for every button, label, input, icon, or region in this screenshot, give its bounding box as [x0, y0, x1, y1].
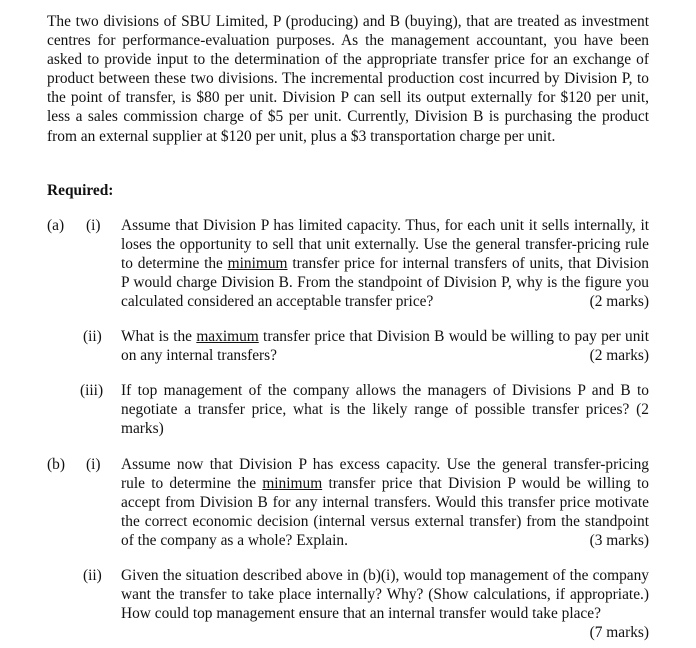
- part-label-a: (a): [47, 217, 65, 234]
- marks-b-ii: (7 marks): [589, 624, 649, 642]
- question-text-b-ii: Given the situation described above in (b)(i), would top management of the company want the transfer to take place internally? Why? (Show calculations, if appropriate.) How could top management ensure that an internal transfer would take place? (7 marks): [121, 567, 649, 642]
- required-heading: Required:: [47, 182, 114, 199]
- sub-label-a-iii: (iii): [80, 382, 104, 399]
- part-label-b: (b): [47, 456, 65, 473]
- sub-label-a-i: (i): [86, 217, 101, 234]
- marks-b-i: (3 marks): [589, 532, 649, 550]
- marks-a-ii: (2 marks): [589, 347, 649, 365]
- sub-label-a-ii: (ii): [83, 328, 102, 345]
- question-text-a-i: Assume that Division P has limited capacity. Thus, for each unit it sells internally, it loses the opportunity to sell that unit externally. Use the general transfer-pricing rule to determine the minimum transfer price for internal transfers of units, that Division P would charge Division B. From the standpoint of Division P, why is the figure you calculated considered an acceptable transfer price? (2 marks): [121, 217, 649, 311]
- emphasis-minimum-b: minimum: [262, 475, 323, 493]
- sub-label-b-i: (i): [86, 456, 101, 473]
- emphasis-minimum: minimum: [227, 255, 288, 273]
- question-text-a-ii: What is the maximum transfer price that Division B would be willing to pay per unit on any internal transfers? (2 marks): [121, 328, 649, 365]
- intro-paragraph: The two divisions of SBU Limited, P (producing) and B (buying), that are treated as investment centres for performance-evaluation purposes. As the management accountant, you have been asked to provide input to the determination of the appropriate transfer price for an exchange of product between these two divisions. The incremental production cost incurred by Division P, to the point of transfer, is $80 per unit. Division P can sell its output externally for $120 per unit, less a sales commission charge of $5 per unit. Currently, Division B is purchasing the product from an external supplier at $120 per unit, plus a $3 transportation charge per unit.: [47, 13, 649, 145]
- marks-a-i: (2 marks): [589, 293, 649, 311]
- emphasis-maximum: maximum: [196, 328, 259, 345]
- question-text-a-iii: If top management of the company allows the managers of Divisions P and B to negotiate a transfer price, what is the likely range of possible transfer prices? (2 marks): [121, 382, 649, 438]
- sub-label-b-ii: (ii): [83, 567, 102, 584]
- question-text-b-i: Assume now that Division P has excess capacity. Use the general transfer-pricing rule to determine the minimum transfer price that Division P would be willing to accept from Division B for any internal transfers. Would this transfer price motivate the correct economic decision (internal versus external transfer) from the standpoint of the company as a whole? Explain. (3 marks): [121, 456, 650, 550]
